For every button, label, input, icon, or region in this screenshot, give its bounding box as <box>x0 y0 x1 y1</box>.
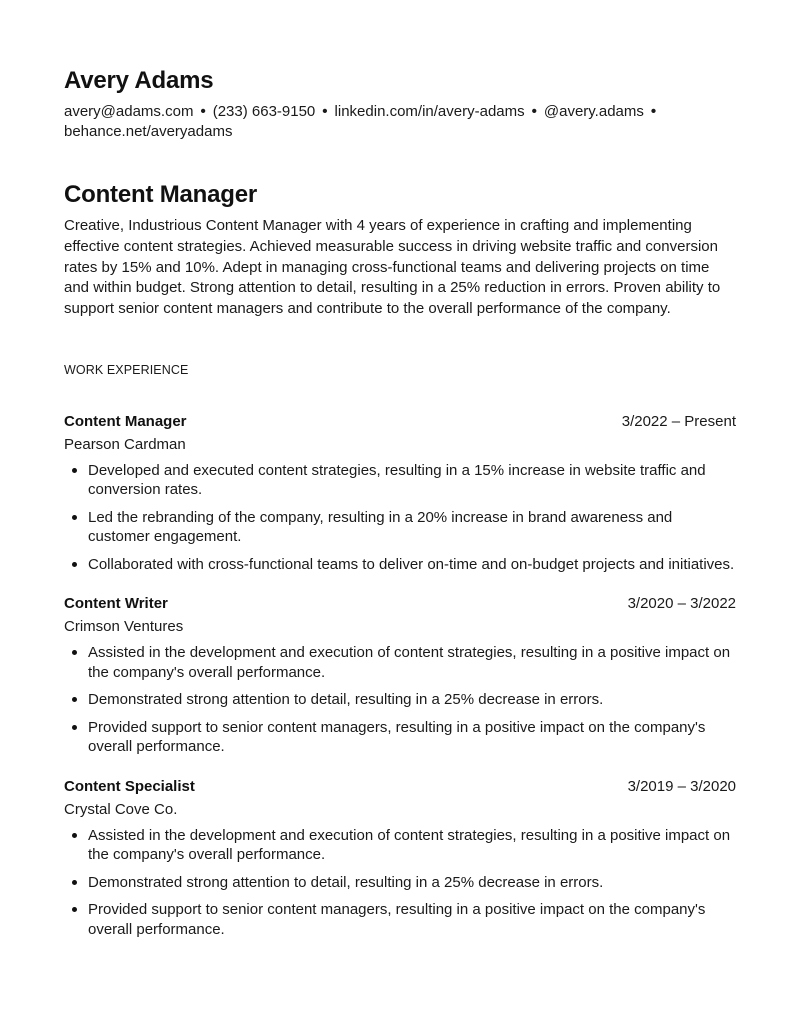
job-dates: 3/2020 – 3/2022 <box>627 595 736 613</box>
contact-line <box>64 102 736 142</box>
job-bullet-text: Provided support to senior content managers, resulting in a positive impact on the company's overall performance. <box>88 901 706 938</box>
job-dates: 3/2022 – Present <box>621 412 736 430</box>
bullet-dot-icon <box>72 880 77 885</box>
job-bullet <box>88 690 736 710</box>
job-bullet-text: Collaborated with cross-functional teams to deliver on-time and on-budget projects and initiatives. <box>88 555 735 573</box>
job-header <box>64 777 736 797</box>
job-bullets <box>64 461 736 575</box>
job-bullet-text: Assisted in the development and execution of content strategies, resulting in a positive impact on the company's overall performance. <box>88 826 731 864</box>
job-bullet <box>88 718 736 757</box>
job-entry <box>64 412 736 575</box>
job-bullet-text: Assisted in the development and execution of content strategies, resulting in a positive impact on the company's overall performance. <box>88 644 731 681</box>
contact-separator: • <box>650 103 657 120</box>
job-bullets <box>64 826 736 940</box>
contact-behance: behance.net/averyadams <box>64 123 233 140</box>
job-bullet-text: Led the rebranding of the company, resulting in a 20% increase in brand awareness and customer engagement. <box>88 508 673 546</box>
job-bullet-text: Provided support to senior content managers, resulting in a positive impact on the company's overall performance. <box>88 718 706 756</box>
job-company: Crimson Ventures <box>64 618 184 636</box>
profile-summary: Creative, Industrious Content Manager with 4 years of experience in crafting and implementing effective content strategies. Achieved measurable success in driving website traffic and conversion rates by 15% and 10%. Adept in managing cross-functional teams and delivering projects on time and within budget. Strong attention to detail, resulting in a 25% reduction in errors. Proven ability to support senior content managers and contribute to the overall performance of the company. <box>64 217 721 318</box>
candidate-name: Avery Adams <box>64 67 214 94</box>
bullet-dot-icon <box>72 833 77 838</box>
job-title: Content Manager <box>64 412 187 430</box>
bullet-dot-icon <box>72 650 77 655</box>
bullet-dot-icon <box>72 697 77 702</box>
bullet-dot-icon <box>72 562 77 567</box>
contact-separator: • <box>200 103 206 120</box>
contact-separator: • <box>322 103 328 120</box>
job-entry <box>64 777 736 940</box>
job-header <box>64 594 736 614</box>
job-bullet <box>88 555 736 575</box>
job-company: Crystal Cove Co. <box>64 800 178 818</box>
bullet-dot-icon <box>72 725 77 730</box>
contact-phone: (233) 663-9150 <box>212 103 316 120</box>
bullet-dot-icon <box>72 468 77 473</box>
job-dates: 3/2019 – 3/2020 <box>627 777 736 795</box>
job-bullet <box>88 643 736 682</box>
bullet-dot-icon <box>72 907 77 912</box>
job-title: Content Specialist <box>64 777 195 795</box>
job-bullet-text: Demonstrated strong attention to detail, resulting in a 25% decrease in errors. <box>88 691 604 709</box>
job-bullet <box>88 508 736 547</box>
profile-title: Content Manager <box>64 181 258 208</box>
job-bullet-text: Developed and executed content strategies, resulting in a 15% increase in website traffic and conversion rates. <box>88 461 706 499</box>
bullet-dot-icon <box>72 515 77 520</box>
job-list <box>64 412 736 940</box>
work-experience-heading: WORK EXPERIENCE <box>64 362 189 377</box>
job-company: Pearson Cardman <box>64 435 186 453</box>
job-bullet-text: Demonstrated strong attention to detail, resulting in a 25% decrease in errors. <box>88 873 604 891</box>
contact-linkedin: linkedin.com/in/avery-adams <box>334 103 525 120</box>
contact-handle: @avery.adams <box>543 103 644 120</box>
contact-separator: • <box>531 103 537 120</box>
job-bullet <box>88 900 736 939</box>
job-bullets <box>64 643 736 757</box>
job-bullet <box>88 873 736 893</box>
job-entry <box>64 594 736 757</box>
job-bullet <box>88 461 736 500</box>
job-bullet <box>88 826 736 865</box>
job-header <box>64 412 736 432</box>
contact-email: avery@adams.com <box>64 103 194 120</box>
job-title: Content Writer <box>64 595 168 613</box>
